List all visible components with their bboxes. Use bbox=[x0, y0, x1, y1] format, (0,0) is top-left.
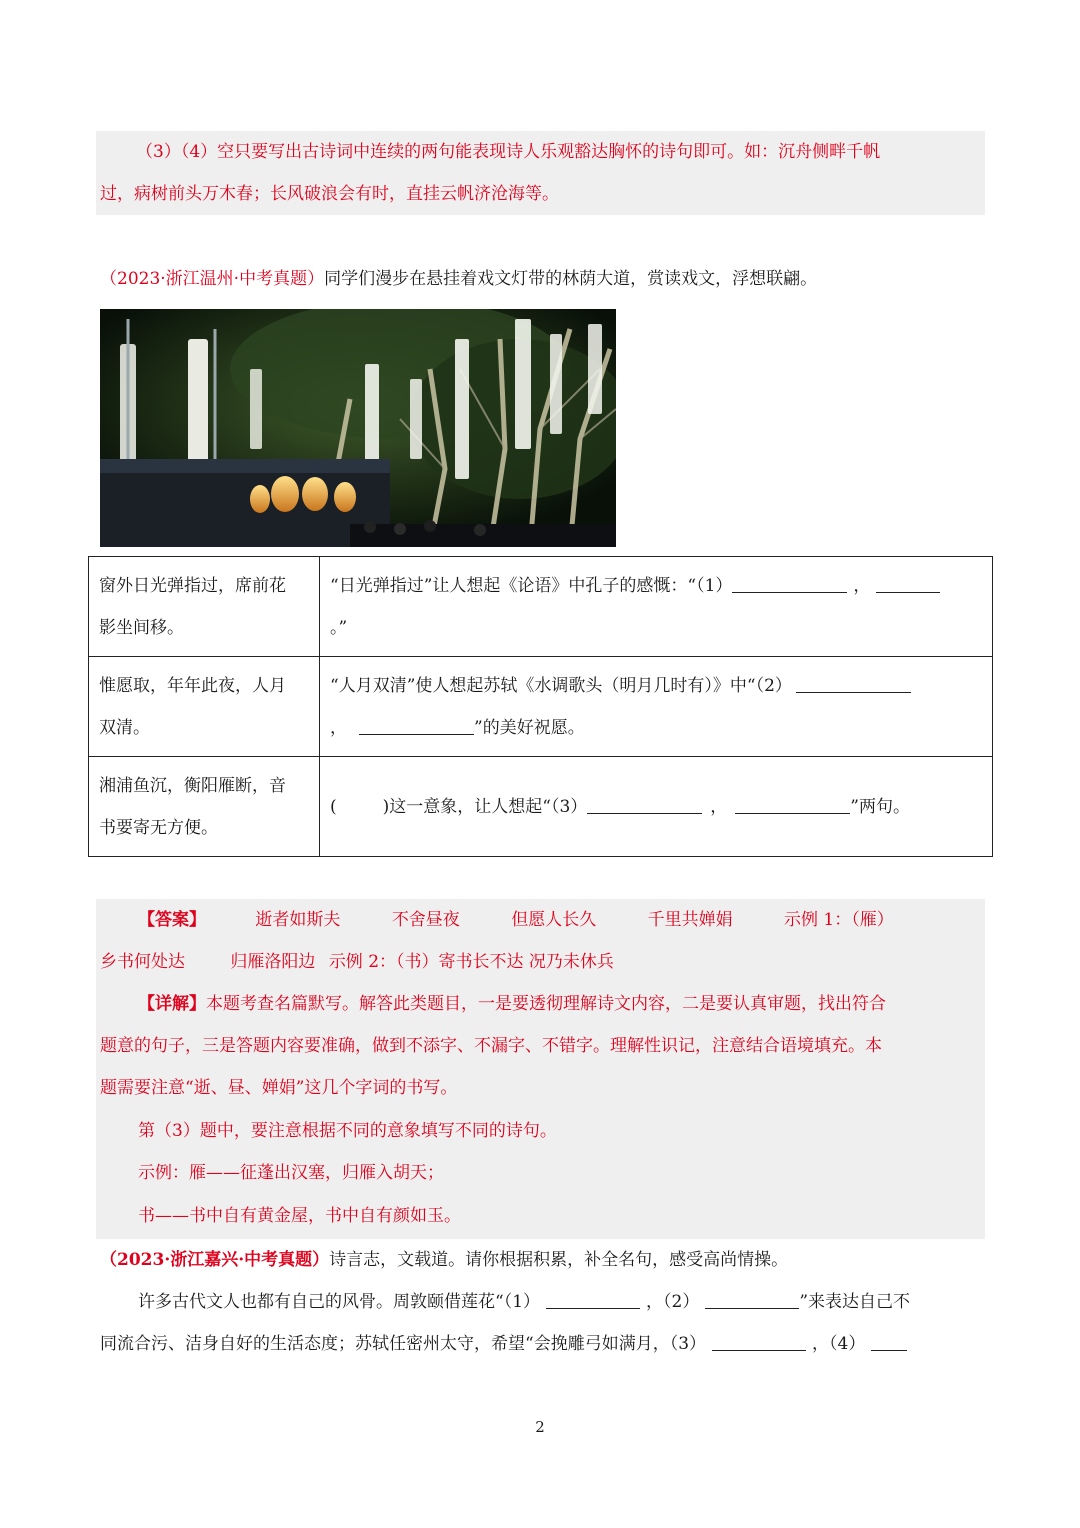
prompt-text: “日光弹指过”让人想起《论语》中孔子的感慨：“（1） bbox=[330, 575, 733, 596]
paragraph-text: 许多古代文人也都有自己的风骨。周敦颐借莲花“（1） bbox=[138, 1292, 541, 1312]
prompt-text: ， bbox=[853, 575, 871, 596]
answer-blank[interactable] bbox=[705, 1286, 799, 1309]
top-note-line-1: （3）（4）空只要写出古诗词中连续的两句能表现诗人乐观豁达胸怀的诗句即可。如：沉舟侧畔千帆 bbox=[136, 142, 881, 162]
prompt-text: ”的美好祝愿。 bbox=[474, 717, 585, 738]
prompt-text: )这一意象，让人想起“（3） bbox=[382, 796, 588, 817]
answer-blank[interactable] bbox=[735, 791, 850, 814]
question-1-text: 同学们漫步在悬挂着戏文灯带的林荫大道，赏读戏文，浮想联翩。 bbox=[324, 269, 818, 289]
verse-line: 窗外日光弹指过，席前花 bbox=[99, 575, 286, 596]
question-2-paragraph-2 bbox=[100, 1323, 907, 1365]
table-cell-prompt bbox=[320, 657, 993, 757]
answer-item: 不舍昼夜 bbox=[391, 910, 460, 930]
answer-label: 【答案】 bbox=[138, 910, 206, 930]
answer-line-1 bbox=[138, 899, 894, 941]
answer-item: 逝者如斯夫 bbox=[255, 910, 341, 930]
answer-item: 乡书何处达 bbox=[100, 952, 185, 972]
prompt-text: ”两句。 bbox=[850, 796, 910, 817]
paragraph-text: 同流合污、洁身自好的生活态度；苏轼任密州太守，希望“会挽雕弓如满月，（3） bbox=[100, 1334, 707, 1354]
verse-line: 书要寄无方便。 bbox=[99, 817, 218, 838]
detail-line-6: 书——书中自有黄金屋，书中自有颜如玉。 bbox=[138, 1206, 461, 1226]
verse-line: 惟愿取，年年此夜，人月 bbox=[99, 675, 286, 696]
prompt-text: ， bbox=[330, 717, 347, 738]
table-cell-prompt bbox=[320, 557, 993, 657]
answer-item: 但愿人长久 bbox=[511, 910, 597, 930]
answer-item: 千里共婵娟 bbox=[647, 910, 733, 930]
answer-line-2 bbox=[100, 941, 614, 983]
lantern-photo-illustration bbox=[100, 309, 616, 547]
question-2-source: （2023·浙江嘉兴·中考真题） bbox=[100, 1250, 330, 1270]
answer-blank[interactable] bbox=[712, 1328, 806, 1351]
paragraph-text: ，（4） bbox=[812, 1334, 866, 1354]
verse-line: 影坐间移。 bbox=[99, 617, 184, 638]
page-number: 2 bbox=[535, 1418, 545, 1436]
table-row bbox=[89, 557, 993, 657]
answer-blank[interactable] bbox=[546, 1286, 640, 1309]
answer-item: 归雁洛阳边 bbox=[230, 952, 316, 972]
answer-blank[interactable] bbox=[871, 1328, 907, 1351]
answer-item: 示例 1：（雁） bbox=[784, 910, 894, 930]
question-1-line bbox=[100, 258, 817, 300]
prompt-text: ， bbox=[710, 796, 728, 817]
answer-blank[interactable] bbox=[732, 570, 847, 593]
detail-line-5: 示例：雁——征蓬出汉塞，归雁入胡天； bbox=[138, 1163, 444, 1183]
prompt-text: “人月双清”使人想起苏轼《水调歌头（明月几时有）》中“（2） bbox=[330, 675, 792, 696]
question-2-text: 诗言志，文载道。请你根据积累，补全名句，感受高尚情操。 bbox=[329, 1250, 789, 1270]
detail-line-3: 题需要注意“逝、昼、婵娟”这几个字词的书写。 bbox=[100, 1078, 458, 1098]
answer-blank[interactable] bbox=[587, 791, 702, 814]
answer-blank[interactable] bbox=[359, 712, 474, 735]
detail-line-1 bbox=[138, 983, 886, 1025]
paragraph-text: ，（2） bbox=[646, 1292, 700, 1312]
answer-item: 示例 2：（书）寄书长不达 况乃未休兵 bbox=[328, 952, 614, 972]
detail-line-4: 第（3）题中，要注意根据不同的意象填写不同的诗句。 bbox=[138, 1121, 557, 1141]
answer-blank[interactable] bbox=[876, 570, 940, 593]
table-row bbox=[89, 757, 993, 857]
table-cell-verse bbox=[89, 757, 320, 857]
table-cell-verse bbox=[89, 657, 320, 757]
detail-line-2: 题意的句子，三是答题内容要准确，做到不添字、不漏字、不错字。理解性识记，注意结合语境填充。本 bbox=[100, 1036, 882, 1056]
table-row bbox=[89, 657, 993, 757]
question-2-paragraph-1 bbox=[138, 1281, 910, 1323]
detail-text: 本题考查名篇默写。解答此类题目，一是要透彻理解诗文内容，二是要认真审题，找出符合 bbox=[206, 994, 886, 1014]
poem-table bbox=[88, 556, 993, 857]
prompt-text: ( bbox=[330, 796, 337, 817]
verse-line: 湘浦鱼沉，衡阳雁断，音 bbox=[99, 775, 286, 796]
top-note-line-2: 过，病树前头万木春；长风破浪会有时，直挂云帆济沧海等。 bbox=[100, 184, 559, 204]
answer-blank[interactable] bbox=[796, 670, 911, 693]
question-2-line bbox=[100, 1239, 788, 1281]
verse-line: 双清。 bbox=[99, 717, 150, 738]
paragraph-text: ”来表达自己不 bbox=[799, 1292, 911, 1312]
question-1-source: （2023·浙江温州·中考真题） bbox=[100, 269, 325, 289]
lantern-avenue-photo bbox=[100, 309, 616, 547]
table-cell-prompt bbox=[320, 757, 993, 857]
prompt-text: 。” bbox=[330, 617, 348, 638]
detail-label: 【详解】 bbox=[138, 994, 206, 1014]
table-cell-verse bbox=[89, 557, 320, 657]
